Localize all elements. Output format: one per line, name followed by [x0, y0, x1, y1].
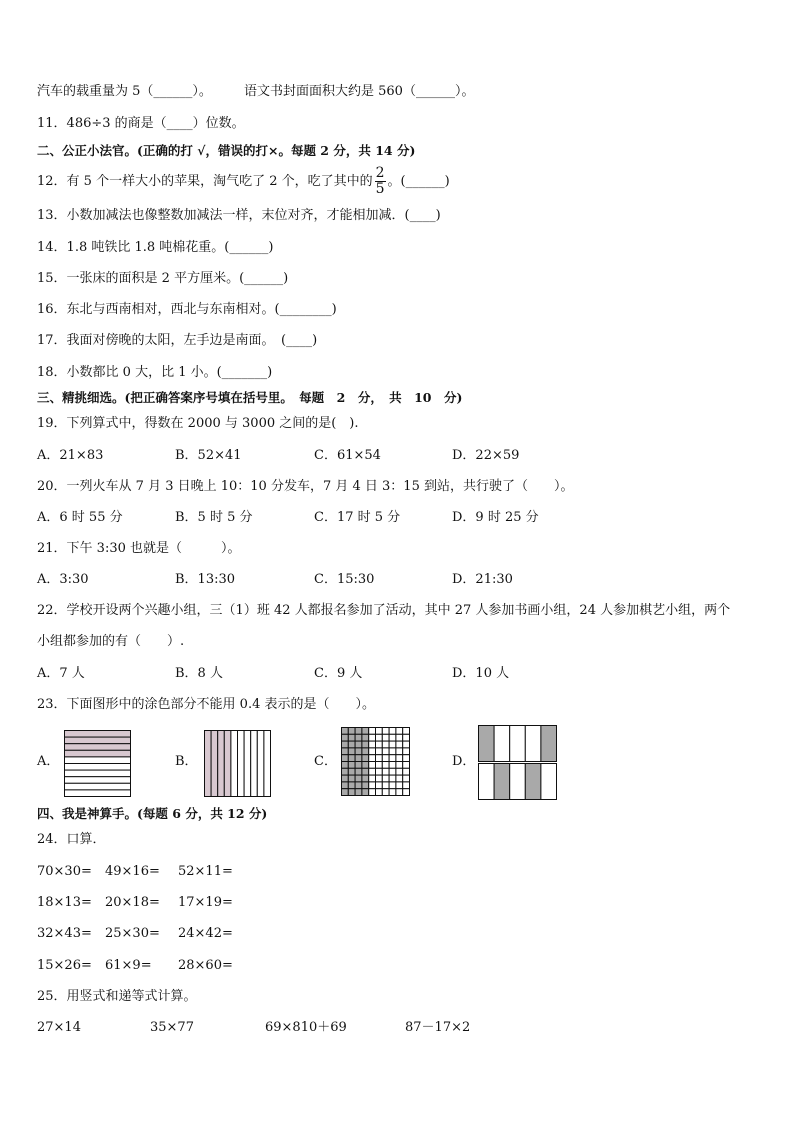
grid-cell: [355, 775, 362, 782]
grid-cell: [342, 782, 349, 789]
question-25: 25．用竖式和递等式计算。: [37, 989, 197, 1004]
grid-cell: [348, 775, 355, 782]
option-21-c: C．15:30: [314, 572, 375, 587]
grid-cell: [396, 775, 403, 782]
option-21-d: D．21:30: [452, 572, 513, 587]
strip-cell: [211, 731, 218, 797]
section-3-heading: 三、精挑细选。(把正确答案序号填在括号里。 每题 2 分， 共 10 分): [37, 390, 463, 405]
grid-cell: [396, 734, 403, 741]
grid-cell: [355, 728, 362, 735]
oral-calc-item: 52×11=: [178, 864, 233, 879]
strip-cell: [224, 731, 231, 797]
grid-cell: [362, 748, 369, 755]
grid-cell: [396, 789, 403, 796]
option-19-c: C．61×54: [314, 448, 381, 463]
grid-cell: [376, 789, 383, 796]
grid-cell: [389, 762, 396, 769]
grid-cell: [396, 762, 403, 769]
option-20-c: C．17 时 5 分: [314, 510, 401, 525]
oral-calc-item: 32×43=: [37, 926, 92, 941]
strip-cell: [218, 731, 225, 797]
grid-cell: [355, 734, 362, 741]
grid-cell: [389, 755, 396, 762]
grid-cell: [362, 782, 369, 789]
grid-cell: [376, 734, 383, 741]
grid-cell: [396, 728, 403, 735]
grid-cell: [342, 789, 349, 796]
grid-cell: [355, 755, 362, 762]
grid-cell: [376, 762, 383, 769]
question-13: 13．小数加减法也像整数加减法一样，末位对齐，才能相加减．(____): [37, 208, 441, 223]
strip-cell: [65, 750, 131, 757]
option-19-a: A．21×83: [37, 448, 104, 463]
grid-cell: [396, 741, 403, 748]
strip-cell: [238, 731, 245, 797]
option-23-b: B．: [175, 754, 198, 769]
question-17: 17．我面对傍晚的太阳，左手边是南面。 (____): [37, 333, 318, 348]
grid-cell: [369, 782, 376, 789]
grid-cell: [342, 728, 349, 735]
grid-cell: [369, 728, 376, 735]
grid-cell: [403, 741, 410, 748]
grid-cell: [382, 775, 389, 782]
grid-cell: [389, 728, 396, 735]
grid-cell: [362, 741, 369, 748]
grid-cell: [382, 768, 389, 775]
option-22-c: C．9 人: [314, 666, 363, 681]
strip-cell: [244, 731, 251, 797]
grid-cell: [389, 789, 396, 796]
rect-cell: [525, 764, 541, 800]
fraction-denominator: 5: [375, 181, 385, 197]
strip-cell: [205, 731, 212, 797]
oral-calc-item: 24×42=: [178, 926, 233, 941]
grid-cell: [389, 782, 396, 789]
question-12-blank: 。(______): [387, 174, 450, 189]
line-fill-blank-truck: 汽车的载重量为 5（______）。: [37, 84, 212, 99]
option-21-b: B．13:30: [175, 572, 236, 587]
grid-cell: [362, 728, 369, 735]
option-23-c: C．: [314, 754, 337, 769]
written-calc-1: 27×14: [37, 1020, 81, 1035]
grid-cell: [342, 741, 349, 748]
option-23-d: D．: [452, 754, 476, 769]
question-18: 18．小数都比 0 大，比 1 小。(_______): [37, 365, 273, 380]
fraction: [375, 166, 386, 197]
grid-cell: [342, 755, 349, 762]
grid-cell: [362, 789, 369, 796]
figure-b-vertical-strips: [204, 730, 272, 798]
grid-cell: [348, 789, 355, 796]
grid-cell: [355, 789, 362, 796]
grid-cell: [376, 768, 383, 775]
strip-cell: [264, 731, 271, 797]
option-19-d: D．22×59: [452, 448, 520, 463]
oral-calc-item: 18×13=: [37, 895, 92, 910]
grid-cell: [369, 789, 376, 796]
grid-cell: [382, 734, 389, 741]
rect-cell: [479, 726, 495, 762]
grid-cell: [348, 741, 355, 748]
grid-cell: [396, 782, 403, 789]
grid-cell: [348, 762, 355, 769]
question-24: 24．口算．: [37, 832, 106, 847]
question-16: 16．东北与西南相对，西北与东南相对。(________): [37, 302, 337, 317]
grid-cell: [355, 782, 362, 789]
grid-cell: [403, 728, 410, 735]
question-22-line1: 22．学校开设两个兴趣小组，三（1）班 42 人都报名参加了活动，其中 27 人参加书画小组，24 人参加棋艺小组，两个: [37, 603, 731, 618]
oral-calc-item: 15×26=: [37, 958, 92, 973]
question-14: 14．1.8 吨铁比 1.8 吨棉花重。(______): [37, 240, 274, 255]
grid-cell: [376, 755, 383, 762]
grid-cell: [389, 775, 396, 782]
grid-cell: [396, 768, 403, 775]
rect-cell: [510, 726, 526, 762]
fraction-numerator: 2: [375, 165, 385, 181]
grid-cell: [376, 741, 383, 748]
grid-cell: [369, 734, 376, 741]
written-calc-4: 87－17×2: [405, 1020, 471, 1035]
question-21: 21．下午 3:30 也就是（ ）。: [37, 541, 241, 556]
strip-cell: [65, 783, 131, 790]
grid-cell: [382, 755, 389, 762]
grid-cell: [362, 734, 369, 741]
grid-cell: [355, 762, 362, 769]
grid-cell: [382, 789, 389, 796]
strip-cell: [65, 737, 131, 744]
rect-cell: [494, 726, 510, 762]
rect-cell: [541, 764, 557, 800]
grid-cell: [389, 741, 396, 748]
option-19-b: B．52×41: [175, 448, 242, 463]
rect-cell: [510, 764, 526, 800]
figure-d-rectangles: [478, 725, 558, 801]
strip-cell: [251, 731, 258, 797]
grid-cell: [369, 741, 376, 748]
grid-cell: [362, 775, 369, 782]
grid-cell: [382, 782, 389, 789]
grid-cell: [369, 768, 376, 775]
grid-cell: [355, 741, 362, 748]
grid-cell: [362, 768, 369, 775]
oral-calc-item: 49×16=: [105, 864, 160, 879]
grid-cell: [403, 789, 410, 796]
oral-calc-item: 17×19=: [178, 895, 233, 910]
written-calc-2: 35×77: [150, 1020, 194, 1035]
question-11: 11．486÷3 的商是（____）位数。: [37, 116, 245, 131]
question-23: 23．下面图形中的涂色部分不能用 0.4 表示的是（ ）。: [37, 697, 375, 712]
oral-calc-item: 20×18=: [105, 895, 160, 910]
grid-cell: [389, 734, 396, 741]
grid-cell: [369, 748, 376, 755]
grid-cell: [362, 762, 369, 769]
question-15: 15．一张床的面积是 2 平方厘米。(______): [37, 271, 289, 286]
grid-cell: [369, 775, 376, 782]
section-2-heading: 二、公正小法官。(正确的打 √，错误的打×。每题 2 分，共 14 分): [37, 143, 416, 158]
rect-cell: [525, 726, 541, 762]
strip-cell: [65, 764, 131, 771]
grid-cell: [382, 748, 389, 755]
grid-cell: [376, 728, 383, 735]
written-calc-3: 69×810＋69: [265, 1020, 347, 1035]
grid-cell: [389, 768, 396, 775]
oral-calc-item: 25×30=: [105, 926, 160, 941]
strip-cell: [65, 744, 131, 751]
grid-cell: [389, 748, 396, 755]
grid-cell: [348, 734, 355, 741]
grid-cell: [403, 748, 410, 755]
grid-cell: [403, 775, 410, 782]
grid-cell: [382, 762, 389, 769]
option-22-d: D．10 人: [452, 666, 510, 681]
grid-cell: [362, 755, 369, 762]
grid-cell: [403, 782, 410, 789]
option-20-d: D．9 时 25 分: [452, 510, 539, 525]
option-22-a: A．7 人: [37, 666, 85, 681]
grid-cell: [355, 748, 362, 755]
grid-cell: [348, 755, 355, 762]
question-12-text: 12．有 5 个一样大小的苹果，淘气吃了 2 个，吃了其中的: [37, 174, 373, 189]
grid-cell: [342, 748, 349, 755]
grid-cell: [342, 734, 349, 741]
rect-cell: [541, 726, 557, 762]
grid-cell: [382, 741, 389, 748]
grid-cell: [376, 782, 383, 789]
grid-cell: [348, 748, 355, 755]
strip-cell: [65, 770, 131, 777]
rect-cell: [494, 764, 510, 800]
question-19: 19．下列算式中，得数在 2000 与 3000 之间的是( ).: [37, 416, 359, 431]
strip-cell: [65, 731, 131, 738]
strip-cell: [257, 731, 264, 797]
figure-a-horizontal-strips: [64, 730, 132, 798]
section-4-heading: 四、我是神算手。(每题 6 分，共 12 分): [37, 806, 268, 821]
grid-cell: [342, 762, 349, 769]
oral-calc-item: 61×9=: [105, 958, 152, 973]
strip-cell: [231, 731, 238, 797]
option-23-a: A．: [37, 754, 60, 769]
question-20: 20．一列火车从 7 月 3 日晚上 10：10 分发车，7 月 4 日 3：15 到站，共行驶了（ ）。: [37, 479, 574, 494]
grid-cell: [348, 728, 355, 735]
grid-cell: [403, 734, 410, 741]
grid-cell: [355, 768, 362, 775]
grid-cell: [396, 755, 403, 762]
strip-cell: [65, 790, 131, 797]
strip-cell: [65, 757, 131, 764]
option-22-b: B．8 人: [175, 666, 223, 681]
question-12: [37, 166, 450, 198]
rect-cell: [479, 764, 495, 800]
grid-cell: [403, 755, 410, 762]
grid-cell: [348, 782, 355, 789]
grid-cell: [348, 768, 355, 775]
option-20-b: B．5 时 5 分: [175, 510, 253, 525]
grid-cell: [382, 728, 389, 735]
grid-cell: [369, 755, 376, 762]
oral-calc-item: 70×30=: [37, 864, 92, 879]
grid-cell: [342, 768, 349, 775]
grid-cell: [403, 762, 410, 769]
figure-c-hundred-grid: [341, 727, 411, 797]
question-22-line2: 小组都参加的有（ ）.: [37, 634, 185, 649]
strip-cell: [65, 777, 131, 784]
option-21-a: A．3:30: [37, 572, 89, 587]
oral-calc-item: 28×60=: [178, 958, 233, 973]
grid-cell: [369, 762, 376, 769]
option-20-a: A．6 时 55 分: [37, 510, 123, 525]
grid-cell: [342, 775, 349, 782]
grid-cell: [403, 768, 410, 775]
grid-cell: [376, 775, 383, 782]
grid-cell: [396, 748, 403, 755]
line-fill-blank-book: 语文书封面面积大约是 560（______）。: [244, 84, 475, 99]
grid-cell: [376, 748, 383, 755]
